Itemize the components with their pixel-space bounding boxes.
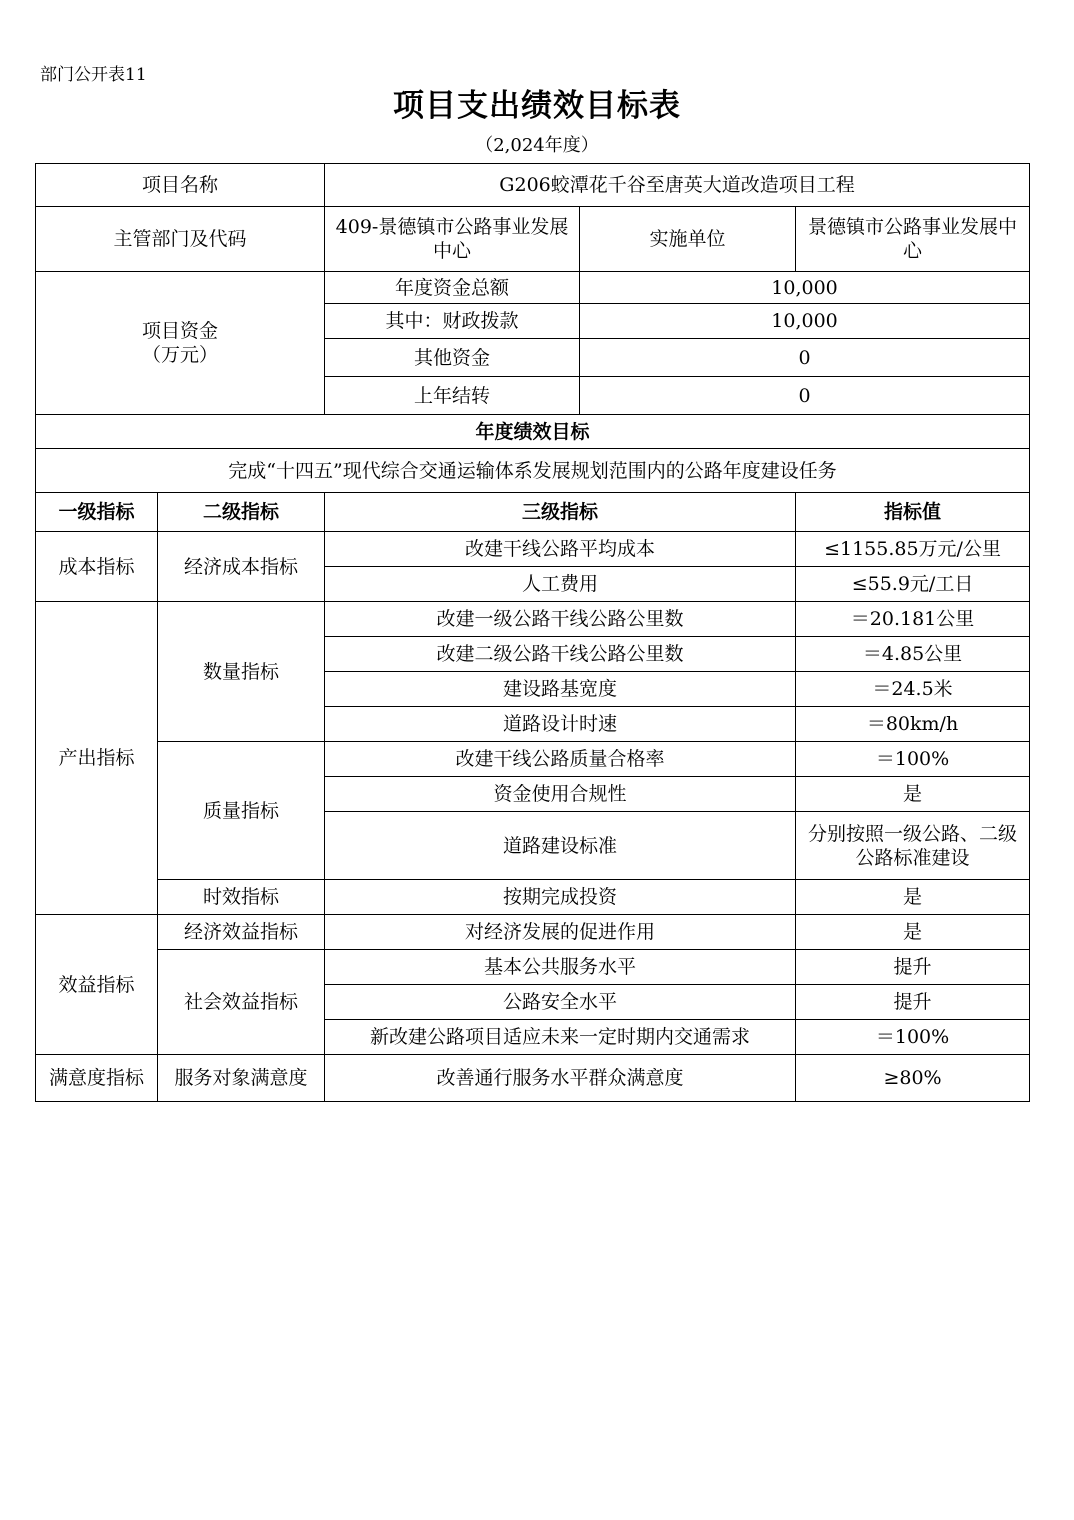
funds-row [36,272,1030,304]
header-level3: 三级指标 [325,493,796,532]
indicator-name: 改建干线公路平均成本 [325,532,796,567]
document-label: 部门公开表11 [40,65,147,85]
indicator-row [36,532,1030,567]
level2-social-benefit: 社会效益指标 [158,950,325,1055]
indicator-name: 公路安全水平 [325,985,796,1020]
funds-row-value: 0 [580,377,1030,415]
indicator-value: 是 [796,777,1030,812]
indicator-name: 基本公共服务水平 [325,950,796,985]
indicator-value: ＝100% [796,1020,1030,1055]
level2-economic-benefit: 经济效益指标 [158,915,325,950]
header-level1: 一级指标 [36,493,158,532]
level2-quantity: 数量指标 [158,602,325,742]
indicator-value: 提升 [796,985,1030,1020]
indicator-name: 建设路基宽度 [325,672,796,707]
level2-service-satisfaction: 服务对象满意度 [158,1055,325,1102]
implementer-value: 景德镇市公路事业发展中心 [796,207,1030,272]
indicator-name: 新改建公路项目适应未来一定时期内交通需求 [325,1020,796,1055]
funds-label: 项目资金 [142,320,219,342]
indicator-value: ＝20.181公里 [796,602,1030,637]
indicator-name: 资金使用合规性 [325,777,796,812]
level2-timeliness: 时效指标 [158,880,325,915]
department-row [36,207,1030,272]
funds-row-value: 10,000 [580,272,1030,304]
indicator-value: 分别按照一级公路、二级公路标准建设 [796,812,1030,880]
level1-output: 产出指标 [36,602,158,915]
indicator-row [36,950,1030,985]
department-label: 主管部门及代码 [36,207,325,272]
level2-economic-cost: 经济成本指标 [158,532,325,602]
project-name-label: 项目名称 [36,164,325,207]
indicator-name: 改建一级公路干线公路公里数 [325,602,796,637]
level1-satisfaction: 满意度指标 [36,1055,158,1102]
indicator-name: 按期完成投资 [325,880,796,915]
indicator-value: ＝24.5米 [796,672,1030,707]
indicator-value: ≤1155.85万元/公里 [796,532,1030,567]
indicator-row [36,915,1030,950]
funds-row-label: 其中：财政拨款 [325,304,580,339]
indicator-value: 是 [796,915,1030,950]
indicator-name: 改建二级公路干线公路公里数 [325,637,796,672]
goal-text-row [36,449,1030,493]
goal-heading: 年度绩效目标 [36,415,1030,449]
header-value: 指标值 [796,493,1030,532]
level1-benefit: 效益指标 [36,915,158,1055]
funds-row-label: 上年结转 [325,377,580,415]
funds-row-value: 10,000 [580,304,1030,339]
funds-row-value: 0 [580,339,1030,377]
department-value: 409-景德镇市公路事业发展中心 [325,207,580,272]
indicator-value: ＝80km/h [796,707,1030,742]
indicator-name: 改善通行服务水平群众满意度 [325,1055,796,1102]
level2-quality: 质量指标 [158,742,325,880]
header-level2: 二级指标 [158,493,325,532]
indicator-value: ＝100% [796,742,1030,777]
indicator-row [36,1055,1030,1102]
indicator-value: 是 [796,880,1030,915]
funds-unit: （万元） [142,344,219,366]
indicator-value: ＝4.85公里 [796,637,1030,672]
fiscal-year: （2,024年度） [475,135,599,156]
indicator-value: 提升 [796,950,1030,985]
funds-label-cell [36,272,325,415]
level1-cost: 成本指标 [36,532,158,602]
indicator-name: 对经济发展的促进作用 [325,915,796,950]
indicator-value: ≥80% [796,1055,1030,1102]
project-name-value: G206蛟潭花千谷至唐英大道改造项目工程 [325,164,1030,207]
implementer-label: 实施单位 [580,207,796,272]
indicator-row [36,742,1030,777]
performance-target-table [35,163,1030,1102]
indicator-row [36,880,1030,915]
indicator-name: 改建干线公路质量合格率 [325,742,796,777]
goal-text: 完成“十四五”现代综合交通运输体系发展规划范围内的公路年度建设任务 [36,449,1030,493]
funds-row-label: 其他资金 [325,339,580,377]
project-name-row [36,164,1030,207]
page-title: 项目支出绩效目标表 [393,88,681,124]
indicator-header-row [36,493,1030,532]
indicator-row [36,602,1030,637]
goal-heading-row [36,415,1030,449]
indicator-name: 道路设计时速 [325,707,796,742]
indicator-name: 人工费用 [325,567,796,602]
indicator-name: 道路建设标准 [325,812,796,880]
funds-row-label: 年度资金总额 [325,272,580,304]
indicator-value: ≤55.9元/工日 [796,567,1030,602]
